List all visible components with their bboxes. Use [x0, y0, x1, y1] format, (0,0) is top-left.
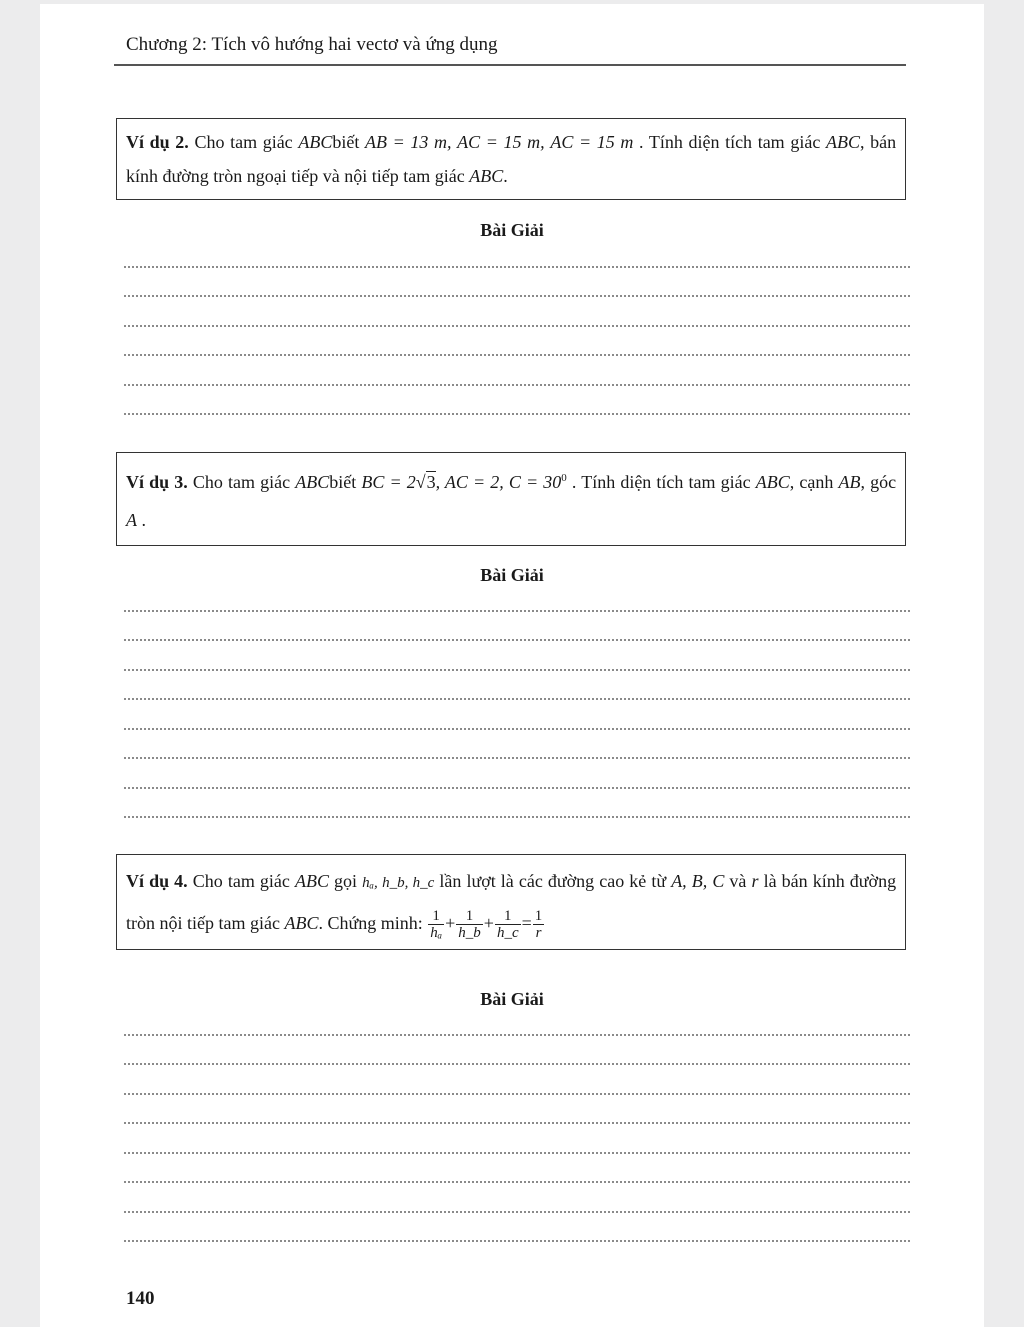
numerator: 1 — [534, 908, 543, 925]
triangle-name: ABC — [825, 132, 860, 152]
example-3-box: Ví dụ 3. Cho tam giác ABCbiết BC = 2√3, AC = 2, $C = 30^0$ . Tính diện tích tam giác ABC, cạnh AB, góc A . — [116, 452, 906, 546]
answer-line — [124, 1036, 910, 1066]
example-2-text: . Tính diện tích tam — [639, 132, 785, 152]
triangle-name: ABC — [755, 472, 790, 492]
condition-ac: AC = 15 m, — [457, 132, 545, 152]
answer-line — [124, 1095, 910, 1125]
answer-line — [124, 1183, 910, 1213]
answer-line — [124, 759, 910, 789]
triangle-name: ABC — [295, 472, 330, 492]
example-2-text: Cho tam giác — [194, 132, 293, 152]
answer-line — [124, 386, 910, 416]
heights-list: hₐ, h_b, h_c — [362, 875, 435, 891]
chapter-header: Chương 2: Tích vô hướng hai vectơ và ứng dụng — [126, 34, 498, 55]
plus-sign: + — [445, 913, 456, 933]
answer-line — [124, 1006, 910, 1036]
document-page — [40, 4, 984, 1327]
answer-line — [124, 1065, 910, 1095]
condition-ab: AB = 13 m, — [364, 132, 452, 152]
example-2-text: . — [503, 166, 508, 186]
fraction-1-over-r — [533, 908, 545, 941]
example-2-text: , bán kính đường tròn ngoại tiếp và nội tiếp tam giác — [126, 132, 897, 186]
numerator: 1 — [456, 908, 483, 925]
answer-lines-2 — [124, 238, 910, 415]
example-3-text: biết — [329, 472, 357, 492]
example-2-text: biết — [332, 132, 360, 152]
answer-line — [124, 700, 910, 730]
answer-line — [124, 268, 910, 298]
example-4-text: gọi — [334, 871, 358, 891]
vertex-list: A, B, C — [671, 871, 725, 891]
answer-line — [124, 730, 910, 760]
answer-line — [124, 1213, 910, 1243]
condition-ac: , AC = 2, — [435, 472, 504, 492]
solution-title-4: Bài Giải — [480, 989, 544, 1009]
example-3-text: , góc — [860, 472, 897, 492]
answer-line — [124, 582, 910, 612]
solution-title-2: Bài Giải — [480, 220, 544, 240]
condition-bc: BC = 2 — [361, 472, 416, 492]
side-name: AB — [838, 472, 861, 492]
triangle-name: ABC — [294, 871, 329, 891]
denominator: hₐ — [430, 925, 443, 942]
example-2-label: Ví dụ 2. — [126, 132, 189, 152]
example-4-text: . Chứng minh: — [318, 913, 423, 933]
answer-line — [124, 612, 910, 642]
page-number: 140 — [126, 1288, 155, 1309]
solution-title-3: Bài Giải — [480, 565, 544, 585]
answer-line — [124, 641, 910, 671]
example-3-text: . Tính diện tích tam giác — [571, 472, 751, 492]
condition-angle-c: C = 30 — [508, 472, 562, 492]
answer-lines-4 — [124, 1006, 910, 1242]
fraction-1-over-ha — [428, 908, 444, 941]
example-4-text: lần lượt là các đường cao kẻ từ — [439, 871, 667, 891]
sqrt-radicand: 3 — [426, 472, 436, 492]
example-3-text: , cạnh — [789, 472, 834, 492]
example-4-text: và — [729, 871, 747, 891]
numerator: 1 — [428, 908, 444, 925]
example-3-text: Cho tam giác — [192, 472, 291, 492]
example-3-text: . — [141, 510, 146, 530]
answer-lines-3 — [124, 582, 910, 818]
inradius-symbol: r — [751, 871, 759, 891]
example-2-box — [116, 118, 906, 200]
angle-name: A — [126, 510, 137, 530]
answer-line — [124, 238, 910, 268]
triangle-name: ABC — [284, 913, 319, 933]
answer-line — [124, 671, 910, 701]
answer-line — [124, 327, 910, 357]
equals-sign: = — [521, 913, 532, 933]
header-divider — [114, 64, 906, 66]
example-4-text: Cho tam giác — [192, 871, 290, 891]
condition-ac-2: AC = 15 m — [550, 132, 634, 152]
answer-line — [124, 297, 910, 327]
denominator: h_b — [458, 925, 481, 942]
example-4-text: kính đường tròn nội tiếp tam giác — [126, 871, 897, 933]
example-4-box — [116, 854, 906, 950]
answer-line — [124, 1154, 910, 1184]
fraction-1-over-hc — [495, 908, 521, 941]
denominator: h_c — [496, 925, 519, 942]
example-4-text: là bán — [763, 871, 808, 891]
example-3-label: Ví dụ 3. — [126, 472, 188, 492]
plus-sign: + — [483, 913, 494, 933]
degree-mark: 0 — [561, 472, 567, 484]
triangle-name: ABC — [298, 132, 333, 152]
answer-line — [124, 1124, 910, 1154]
numerator: 1 — [495, 908, 521, 925]
fraction-1-over-hb — [456, 908, 483, 941]
triangle-name: ABC — [469, 166, 504, 186]
denominator: r — [535, 925, 542, 942]
example-2-text: giác — [790, 132, 821, 152]
answer-line — [124, 789, 910, 819]
example-4-label: Ví dụ 4. — [126, 871, 188, 891]
answer-line — [124, 356, 910, 386]
